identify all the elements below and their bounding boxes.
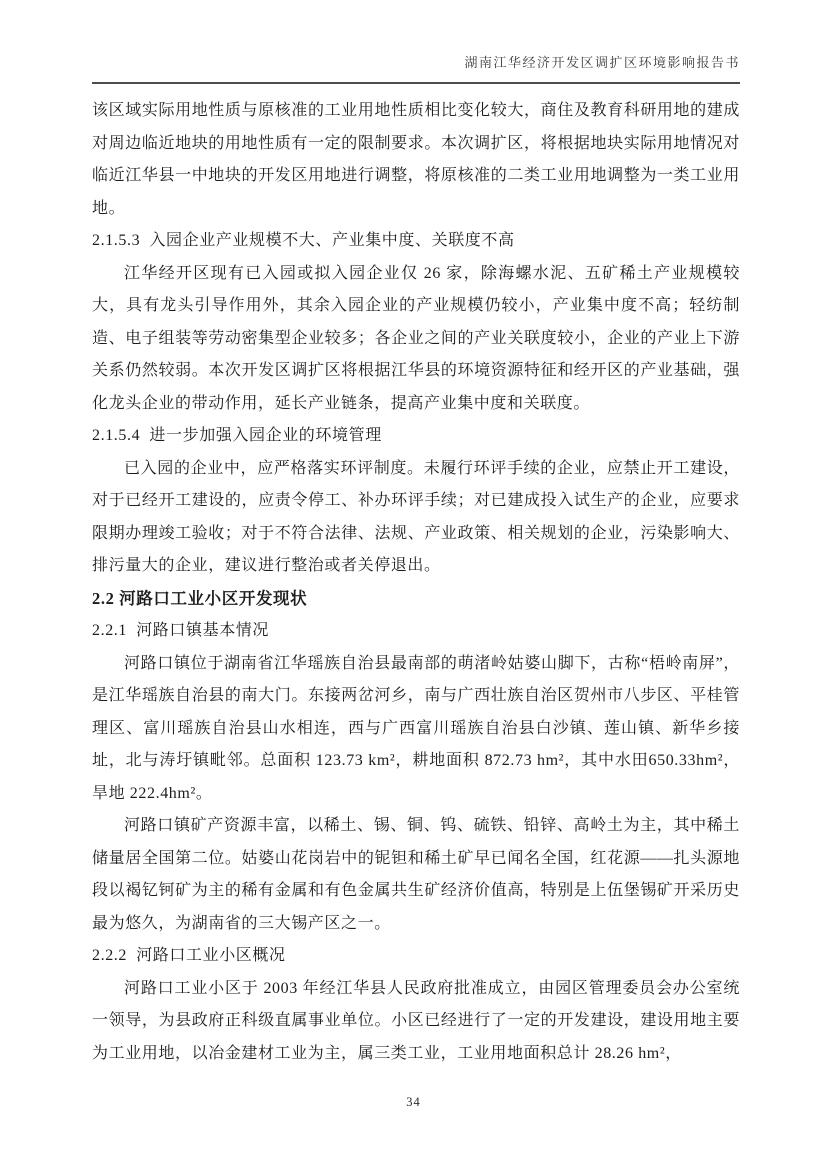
page-number: 34 [406,1095,421,1109]
body-paragraph: 河路口工业小区于 2003 年经江华县人民政府批准成立，由园区管理委员会办公室统一领导，为县政府正科级直属事业单位。小区已经进行了一定的开发建设，建设用地主要为工业用地，以冶金建材工业为主，属三类工业，工业用地面积总计 28.26 hm²， [92,979,740,1062]
header-title: 湖南江华经济开发区调扩区环境影响报告书 [464,55,740,70]
document-body [92,84,740,1070]
section-heading-2-2-1: 2.2.1 河路口镇基本情况 [92,622,270,639]
section-heading-2-2: 2.2 河路口工业小区开发现状 [92,588,308,608]
body-paragraph: 河路口镇位于湖南省江华瑶族自治县最南部的萌渚岭姑婆山脚下，古称“梧岭南屏”，是江华瑶族自治县的南大门。东接两岔河乡，南与广西壮族自治区贺州市八步区、平桂管理区、富川瑶族自治县山水相连，西与广西富川瑶族自治县白沙镇、莲山镇、新华乡接址，北与涛圩镇毗邻。总面积 123.73 km²，耕地面积 872.73 hm²，其中水田650.33hm²，旱地 222.4hm²。 [92,654,740,802]
body-paragraph: 河路口镇矿产资源丰富，以稀土、锡、铜、钨、硫铁、铅锌、高岭土为主，其中稀土储量居全国第二位。姑婆山花岗岩中的铌钽和稀土矿早已闻名全国，红花源——扎头源地段以褐钇钶矿为主的稀有金属和有色金属共生矿经济价值高，特别是上伍堡锡矿开采历史最为悠久，为湖南省的三大锡产区之一。 [92,817,740,932]
body-paragraph: 已入园的企业中，应严格落实环评制度。未履行环评手续的企业，应禁止开工建设，对于已经开工建设的，应责令停工、补办环评手续；对已建成投入试生产的企业，应要求限期办理竣工验收；对于不符合法律、法规、产业政策、相关规划的企业，污染影响大、排污量大的企业，建议进行整治或者关停退出。 [92,459,740,574]
body-paragraph: 江华经开区现有已入园或拟入园企业仅 26 家，除海螺水泥、五矿稀土产业规模较大，具有龙头引导作用外，其余入园企业的产业规模仍较小，产业集中度不高；轻纺制造、电子组装等劳动密集型企业较多；各企业之间的产业关联度较小，企业的产业上下游关系仍然较弱。本次开发区调扩区将根据江华县的环境资源特征和经开区的产业基础，强化龙头企业的带动作用，延长产业链条，提高产业集中度和关联度。 [92,264,740,412]
section-heading-2-1-5-3: 2.1.5.3 入园企业产业规模不大、产业集中度、关联度不高 [92,232,515,249]
section-heading-2-2-2: 2.2.2 河路口工业小区概况 [92,947,286,964]
page-header [92,0,740,84]
section-heading-2-1-5-4: 2.1.5.4 进一步加强入园企业的环境管理 [92,427,382,444]
body-paragraph: 该区域实际用地性质与原核准的工业用地性质相比变化较大，商住及教育科研用地的建成对周边临近地块的用地性质有一定的限制要求。本次调扩区，将根据地块实际用地情况对临近江华县一中地块的开发区用地进行调整，将原核准的二类工业用地调整为一类工业用地。 [92,102,740,217]
page-footer [0,1093,827,1111]
